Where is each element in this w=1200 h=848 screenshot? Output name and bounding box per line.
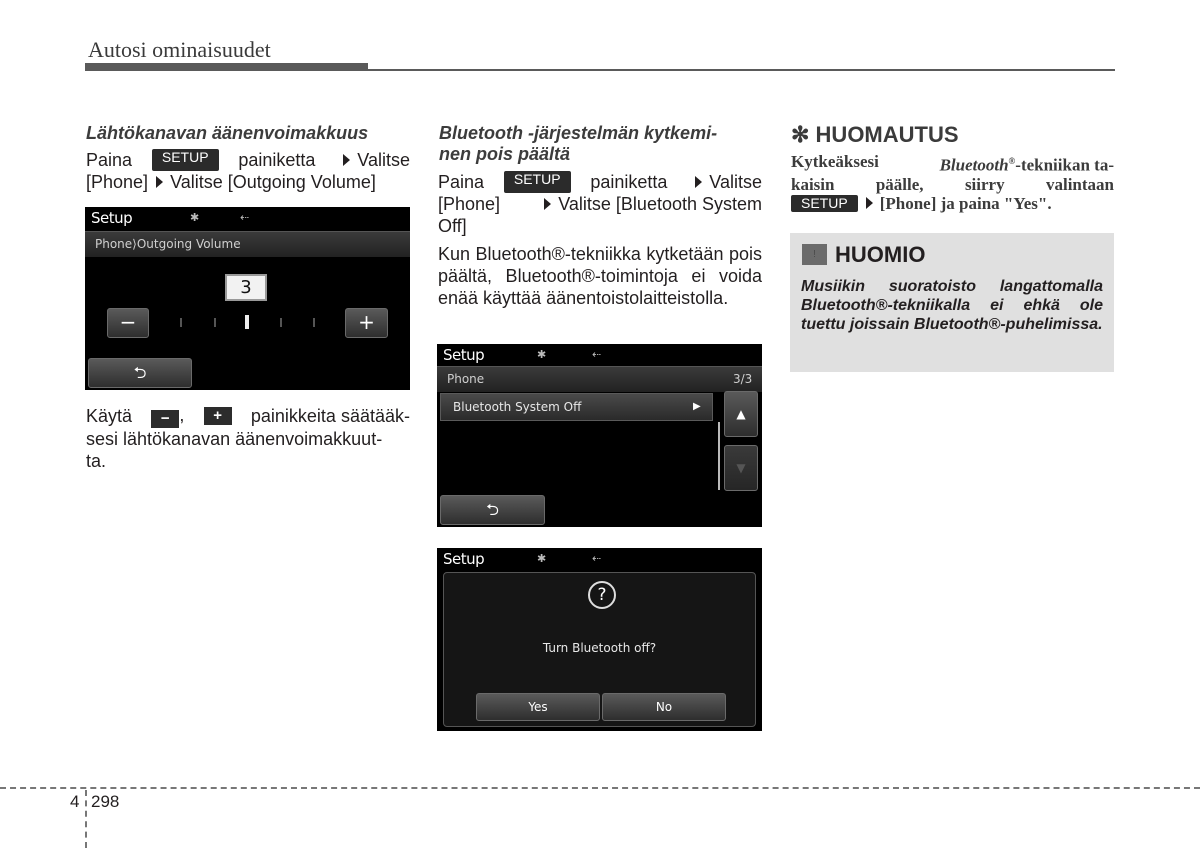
screen-title: Setup xyxy=(443,346,485,364)
text: [Phone] ja paina "Yes". xyxy=(879,193,1052,213)
text: painiketta xyxy=(590,172,668,192)
breadcrumb-text: Phone⟩Outgoing Volume xyxy=(95,237,241,251)
no-button[interactable]: No xyxy=(602,693,726,721)
volume-plus-button[interactable]: + xyxy=(345,308,388,338)
volume-level-indicator xyxy=(245,315,249,329)
text: Kytkeäksesi xyxy=(791,152,879,171)
warning-icon: ! xyxy=(802,244,827,265)
plus-key-icon: + xyxy=(204,407,232,425)
text: Bluetooth xyxy=(939,155,1009,175)
text: sesi lähtökanavan äänenvoimakkuut- xyxy=(86,429,383,449)
header-rule xyxy=(85,69,1115,71)
text: Valitse [Bluetooth System xyxy=(558,194,762,214)
text: [Phone] xyxy=(86,172,149,192)
bluetooth-off-paragraph: Kun Bluetooth®-tekniikka kytketään pois päältä, Bluetooth®-toimintoja ei voida enää käyttää äänentoistolaitteistolla. xyxy=(438,244,762,308)
section-subtitle-bluetooth-off xyxy=(439,123,769,165)
volume-tick xyxy=(214,318,216,327)
usb-icon: ⇠ xyxy=(240,211,250,224)
menu-item-bluetooth-system-off[interactable] xyxy=(440,393,713,421)
volume-tick xyxy=(313,318,315,327)
yes-button[interactable]: Yes xyxy=(476,693,600,721)
arrow-right-icon xyxy=(866,197,873,209)
back-button[interactable]: ⮌ xyxy=(88,358,192,388)
caution-title: HUOMIO xyxy=(835,242,926,267)
screen-turn-bluetooth-off-dialog xyxy=(437,548,762,731)
screen-title: Setup xyxy=(91,209,133,227)
scroll-down-button[interactable] xyxy=(724,445,758,491)
text: , xyxy=(179,405,185,425)
note-heading: ✻ HUOMAUTUS xyxy=(791,122,959,147)
bluetooth-icon: ✱ xyxy=(537,552,547,565)
back-button[interactable]: ⮌ xyxy=(440,495,545,525)
caution-text: Musiikin suoratoisto langattomalla Bluetooth®-tekniikalla ei ehkä ole tuettu joissain Bluetooth®-puhelimissa. xyxy=(801,278,1103,333)
bluetooth-icon: ✱ xyxy=(190,211,200,224)
play-arrow-icon: ▶ xyxy=(693,401,701,412)
text: Valitse [Outgoing Volume] xyxy=(170,172,376,192)
text: Paina xyxy=(86,150,133,170)
down-arrow-icon: ▼ xyxy=(736,461,746,475)
text: [Phone] xyxy=(438,194,501,214)
volume-tick xyxy=(280,318,282,327)
text: Off] xyxy=(438,216,467,236)
text: painiketta xyxy=(238,150,316,170)
text: Valitse xyxy=(709,172,762,192)
caution-box xyxy=(790,233,1114,372)
setup-key-label: SETUP xyxy=(504,171,571,193)
usb-icon: ⇠ xyxy=(592,348,602,361)
up-arrow-icon: ▲ xyxy=(736,407,746,421)
volume-value: 3 xyxy=(225,274,267,301)
scroll-up-button[interactable] xyxy=(724,391,758,437)
page-indicator: 3/3 xyxy=(733,372,753,386)
chapter-number: 4 xyxy=(70,792,80,811)
bluetooth-icon: ✱ xyxy=(537,348,547,361)
arrow-right-icon xyxy=(544,198,551,210)
instruction-bluetooth-off xyxy=(438,171,762,237)
breadcrumb xyxy=(85,231,410,257)
screen-category-bar xyxy=(437,366,762,392)
page-number: 298 xyxy=(91,792,120,811)
setup-key-label: SETUP xyxy=(791,195,858,212)
text: ® xyxy=(1008,156,1016,166)
setup-key-label: SETUP xyxy=(152,149,219,171)
minus-key-icon: − xyxy=(151,410,179,428)
screen-title: Setup xyxy=(443,550,485,568)
usb-icon: ⇠ xyxy=(592,552,602,565)
subtitle-line: Bluetooth -järjestelmän kytkemi- xyxy=(439,123,718,143)
text: Valitse xyxy=(357,150,410,170)
instruction-volume-buttons xyxy=(86,404,410,472)
category-label: Phone xyxy=(447,372,485,386)
text: painikkeita säätääk- xyxy=(250,406,410,426)
instruction-outgoing-volume xyxy=(86,149,410,193)
volume-minus-button[interactable]: − xyxy=(107,308,149,338)
arrow-right-icon xyxy=(343,154,350,166)
dialog-message: Turn Bluetooth off? xyxy=(542,641,657,655)
footer-divider xyxy=(85,790,87,848)
text: -tekniikan ta- xyxy=(1015,155,1114,175)
screen-outgoing-volume xyxy=(85,207,410,390)
menu-item-label: Bluetooth System Off xyxy=(453,400,582,414)
text: ta. xyxy=(86,451,107,471)
text: Käytä xyxy=(86,406,133,426)
subtitle-line: nen pois päältä xyxy=(439,144,571,164)
screen-bluetooth-system-off xyxy=(437,344,762,527)
text: Paina xyxy=(438,172,485,192)
footer-rule xyxy=(0,787,1200,789)
page-header-title: Autosi ominaisuudet xyxy=(88,37,271,62)
arrow-right-icon xyxy=(156,176,163,188)
scrollbar[interactable] xyxy=(718,422,720,490)
text: kaisin päälle, siirry valintaan xyxy=(791,174,1114,194)
section-subtitle-outgoing-volume: Lähtökanavan äänenvoimakkuus xyxy=(86,123,369,143)
arrow-right-icon xyxy=(695,176,702,188)
volume-tick xyxy=(180,318,182,327)
question-icon: ? xyxy=(588,581,616,609)
confirm-dialog xyxy=(443,572,756,727)
note-text xyxy=(791,152,1114,213)
